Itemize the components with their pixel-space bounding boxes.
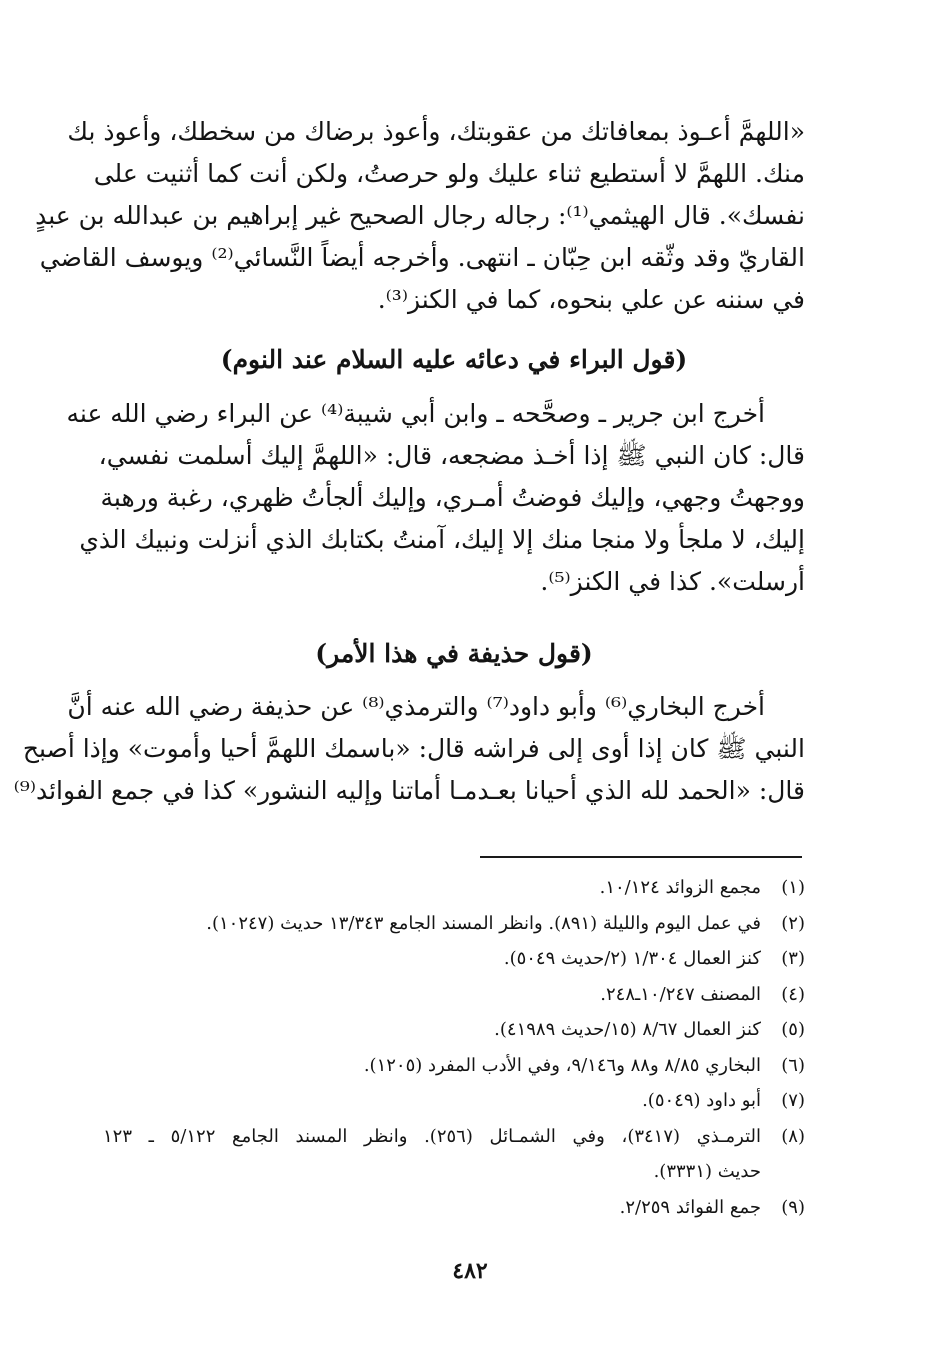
footnote-item xyxy=(103,977,805,1013)
footnote-number: (١) xyxy=(781,877,805,898)
footnote-text xyxy=(103,1048,761,1084)
footnote-line: حديث (٣٣٣١). xyxy=(653,1161,761,1182)
footnote-number: (٤) xyxy=(781,983,805,1005)
footnote-text xyxy=(103,870,761,906)
paragraph-2-line: أخرج ابن جرير ـ وصحَّحه ـ وابن أبي شيبة⁽⁴⁾ عن البراء رضي الله عنه xyxy=(66,399,765,428)
paragraph-1-line: في سننه عن علي بنحوه، كما في الكنز⁽³⁾. xyxy=(377,285,805,314)
footnote-number: (٨) xyxy=(781,1125,805,1147)
footnote-item xyxy=(103,941,805,977)
paragraph-1-line: منك. اللهمَّ لا أستطيع ثناء عليك ولو حرصتُ، ولكن أنت كما أثنيت على xyxy=(93,159,805,188)
footnote-text xyxy=(103,1012,761,1048)
footnote-number: (٥) xyxy=(781,1019,805,1040)
paragraph-1-line: القاريّ وقد وثّقه ابن حِبّان ـ انتهى. وأخرجه أيضاً النَّسائي⁽²⁾ ويوسف القاضي xyxy=(39,243,805,272)
footnote-item xyxy=(103,1012,805,1048)
footnote-line: كنز العمال ٨/٦٧ (١٥/حديث ٤١٩٨٩). xyxy=(494,1019,761,1040)
paragraph-2-line: قال: كان النبي ﷺ إذا أخـذ مضجعه، قال: «اللهمَّ إليك أسلمت نفسي، xyxy=(98,441,805,470)
footnote-line: جمع الفوائد ٢/٢٥٩. xyxy=(619,1196,761,1218)
footnote-number: (٦) xyxy=(781,1054,805,1076)
footnote-line: كنز العمال ١/٣٠٤ (٢/حديث ٥٠٤٩). xyxy=(503,948,761,969)
footnote-text xyxy=(103,1190,761,1226)
footnote-line: مجمع الزوائد ١٠/١٢٤. xyxy=(599,877,761,898)
footnote-item xyxy=(103,870,805,906)
paragraph-3 xyxy=(13,686,805,812)
section-heading-hudhayfa: (قول حذيفة في هذا الأمر) xyxy=(315,639,593,668)
footnote-text xyxy=(103,906,761,942)
footnote-number: (٧) xyxy=(781,1090,805,1111)
footnote-item xyxy=(103,1083,805,1119)
footnote-separator xyxy=(480,856,802,858)
section-heading-bara: (قول البراء في دعائه عليه السلام عند النوم) xyxy=(220,345,688,374)
footnote-item xyxy=(103,1119,805,1190)
footnote-text xyxy=(103,1119,761,1190)
footnote-item xyxy=(103,1048,805,1084)
page-number: ٤٨٢ xyxy=(452,1258,488,1284)
footnote-line: في عمل اليوم والليلة (٨٩١). وانظر المسند الجامع ١٣/٣٤٣ حديث (١٠٢٤٧). xyxy=(206,912,761,934)
footnote-line: الترمـذي (٣٤١٧)، وفي الشمـائل (٢٥٦). وانظر المسند الجامع ٥/١٢٢ ـ ١٢٣ xyxy=(103,1125,762,1147)
footnote-number: (٢) xyxy=(781,912,805,934)
paragraph-2-line: أرسلت». كذا في الكنز⁽⁵⁾. xyxy=(540,567,805,596)
footnote-text xyxy=(103,1083,761,1119)
footnote-item xyxy=(103,906,805,942)
paragraph-1 xyxy=(35,111,805,321)
footnote-line: المصنف ١٠/٢٤٧ـ٢٤٨. xyxy=(600,983,761,1005)
paragraph-3-line: أخرج البخاري⁽⁶⁾ وأبو داود⁽⁷⁾ والترمذي⁽⁸⁾ عن حذيفة رضي الله عنه أنَّ xyxy=(67,692,765,721)
footnote-item xyxy=(103,1190,805,1226)
paragraph-2-line: إليك، لا ملجأ ولا منجا منك إلا إليك، آمنتُ بكتابك الذي أنزلت ونبيك الذي xyxy=(79,525,805,554)
paragraph-1-line: نفسك». قال الهيثمي⁽¹⁾: رجاله رجال الصحيح غير إبراهيم بن عبدالله بن عبدٍ xyxy=(35,201,805,230)
footnote-number: (٣) xyxy=(781,948,805,969)
paragraph-1-line: «اللهمَّ أعـوذ بمعافاتك من عقوبتك، وأعوذ برضاك من سخطك، وأعوذ بك xyxy=(67,117,805,146)
paragraph-3-line: قال: «الحمد لله الذي أحيانا بعـدمـا أماتنا وإليه النشور» كذا في جمع الفوائد⁽⁹⁾ xyxy=(13,776,805,805)
footnote-line: أبو داود (٥٠٤٩). xyxy=(642,1090,761,1111)
footnote-text xyxy=(103,941,761,977)
footnote-number: (٩) xyxy=(781,1196,805,1218)
paragraph-2 xyxy=(66,393,805,603)
footnote-line: البخاري ٨/٨٥ و٨٨ و٩/١٤٦، وفي الأدب المفرد (١٢٠٥). xyxy=(363,1054,761,1076)
paragraph-2-line: ووجهتُ وجهي، وإليك فوضتُ أمـري، وإليك ألجأتُ ظهري، رغبة ورهبة xyxy=(100,483,805,512)
footnotes xyxy=(103,870,805,1225)
footnote-text xyxy=(103,977,761,1013)
paragraph-3-line: النبي ﷺ كان إذا أوى إلى فراشه قال: «باسمك اللهمَّ أحيا وأموت» وإذا أصبح xyxy=(22,734,805,763)
